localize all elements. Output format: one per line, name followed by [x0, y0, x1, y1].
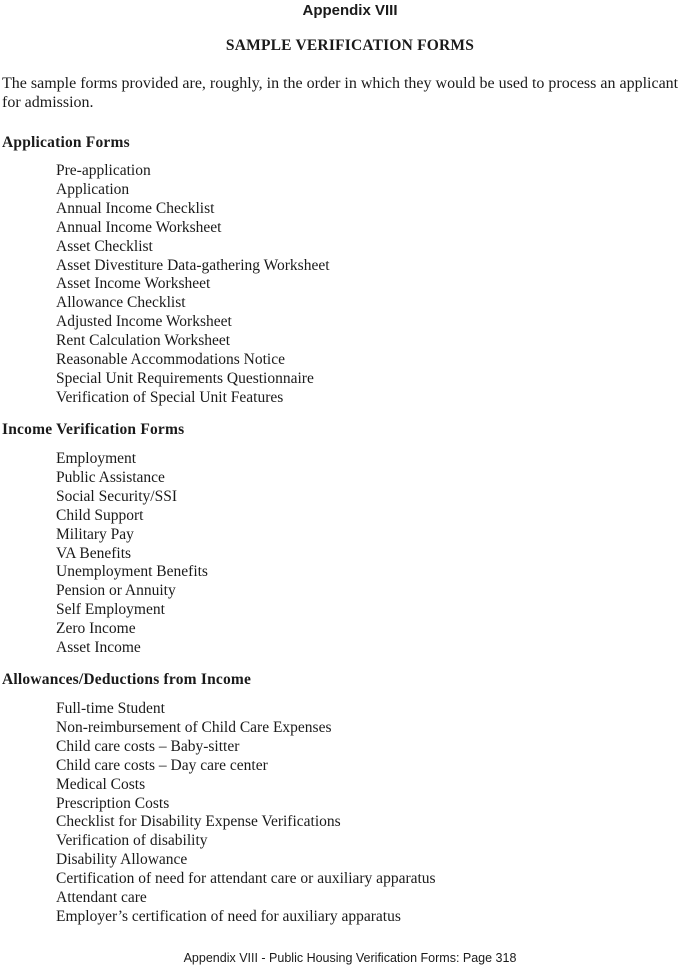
list-item: Checklist for Disability Expense Verifications	[56, 813, 341, 831]
page-footer: Appendix VIII - Public Housing Verification Forms: Page 318	[183, 951, 517, 965]
section-allowances-deductions	[2, 670, 692, 925]
list-item: Certification of need for attendant care or auxiliary apparatus	[56, 870, 436, 888]
list-item: Annual Income Worksheet	[56, 218, 222, 236]
list-item: Public Assistance	[56, 468, 165, 486]
section-application-forms	[2, 133, 692, 406]
list-item: Unemployment Benefits	[56, 563, 208, 581]
list-item: Pre-application	[56, 162, 151, 179]
form-list	[56, 700, 436, 927]
list-item: Social Security/SSI	[56, 487, 177, 505]
list-item: Self Employment	[56, 601, 165, 619]
list-item: Rent Calculation Worksheet	[56, 332, 231, 350]
list-item: Medical Costs	[56, 775, 146, 793]
list-item: Disability Allowance	[56, 851, 188, 869]
section-income-verification-forms	[2, 420, 692, 657]
list-item: Employment	[56, 450, 137, 467]
list-item: VA Benefits	[56, 544, 132, 562]
list-item: Pension or Annuity	[56, 582, 176, 600]
list-item: Adjusted Income Worksheet	[56, 313, 232, 331]
list-item: Child care costs – Day care center	[56, 756, 268, 774]
list-item: Special Unit Requirements Questionnaire	[56, 369, 314, 387]
list-item: Verification of disability	[56, 832, 208, 850]
list-item: Non-reimbursement of Child Care Expenses	[56, 718, 332, 736]
intro-paragraph: The sample forms provided are, roughly, in the order in which they would be used to process an applicant for admission.	[2, 75, 679, 111]
list-item: Full-time Student	[56, 700, 165, 717]
section-heading: Income Verification Forms	[2, 421, 185, 438]
list-item: Employer’s certification of need for auxiliary apparatus	[56, 907, 401, 925]
list-item: Reasonable Accommodations Notice	[56, 351, 285, 369]
page-title: SAMPLE VERIFICATION FORMS	[225, 37, 475, 54]
list-item: Asset Checklist	[56, 237, 153, 255]
list-item: Child care costs – Baby-sitter	[56, 737, 240, 755]
list-item: Asset Income Worksheet	[56, 275, 211, 293]
section-heading: Allowances/Deductions from Income	[2, 671, 252, 688]
list-item: Allowance Checklist	[56, 294, 186, 312]
list-item: Asset Income	[56, 639, 141, 657]
appendix-label: Appendix VIII	[302, 2, 398, 19]
list-item: Annual Income Checklist	[56, 199, 215, 217]
list-item: Prescription Costs	[56, 794, 170, 812]
list-item: Attendant care	[56, 889, 147, 907]
section-heading: Application Forms	[2, 134, 130, 151]
list-item: Verification of Special Unit Features	[56, 388, 284, 406]
list-item: Zero Income	[56, 620, 136, 638]
list-item: Military Pay	[56, 525, 134, 543]
list-item: Child Support	[56, 506, 144, 524]
list-item: Application	[56, 180, 130, 198]
list-item: Asset Divestiture Data-gathering Worksheet	[56, 256, 330, 274]
form-list	[56, 450, 208, 658]
form-list	[56, 162, 330, 408]
